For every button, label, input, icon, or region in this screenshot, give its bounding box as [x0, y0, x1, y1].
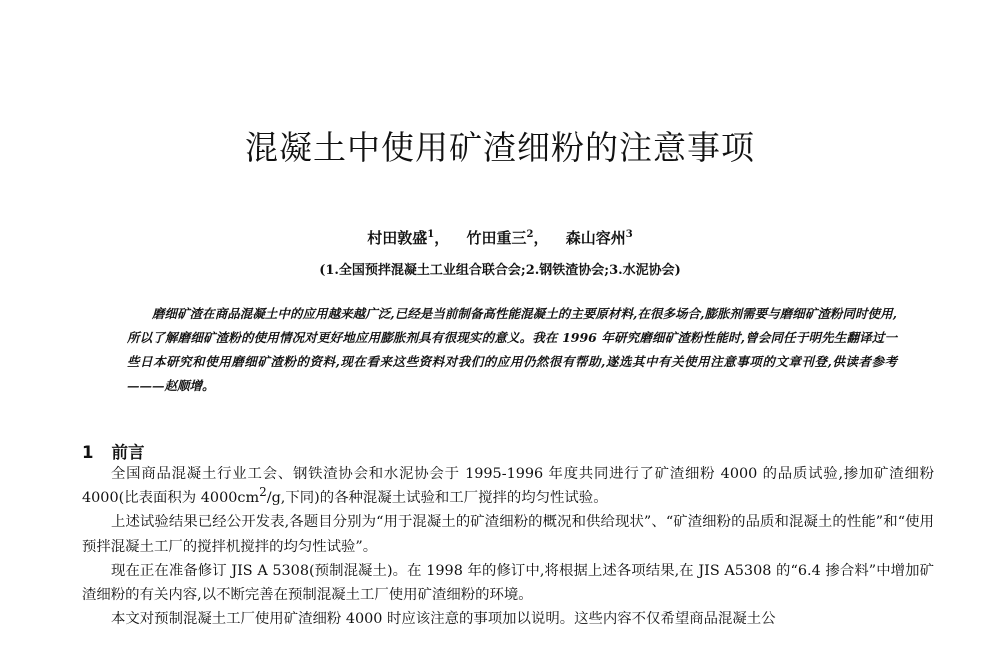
paragraph-text: 全国商品混凝土行业工会、钢铁渣协会和水泥协会于 1995-1996 年度共同进行了矿渣细粉 4000 的品质试验,掺加矿渣细粉 4000(比表面积为 4000cm — [82, 466, 934, 507]
paragraph: 现在正在准备修订 JIS A 5308(预制混凝土)。在 1998 年的修订中,将根据上述各项结果,在 JIS A5308 的“6.4 掺合料”中增加矿渣细粉的有关内容,以不断完善在预制混凝土工厂使用矿渣细粉的环境。 — [82, 562, 934, 604]
paper-title: 混凝土中使用矿渣细粉的注意事项 — [245, 128, 755, 167]
affiliation-mark: 2 — [526, 229, 534, 240]
author-list — [0, 227, 1000, 248]
author — [367, 229, 454, 247]
section-number: 1 — [82, 443, 94, 462]
author-separator: ， — [434, 229, 450, 247]
paragraph: 本文对预制混凝土工厂使用矿渣细粉 4000 时应该注意的事项加以说明。这些内容不仅希望商品混凝土公 — [111, 611, 776, 628]
author — [467, 229, 554, 247]
author-name: 森山容州 — [565, 229, 626, 247]
affiliation-mark: 1 — [427, 229, 435, 240]
affiliation-mark: 3 — [625, 229, 633, 240]
author-name: 村田敦盛 — [367, 229, 428, 247]
affiliations: (1.全国预拌混凝土工业组合联合会;2.钢铁渣协会;3.水泥协会) — [319, 263, 681, 278]
section-heading — [82, 439, 144, 463]
paragraph-text: /g,下同)的各种混凝土试验和工厂搅拌的均匀性试验。 — [266, 490, 608, 507]
author — [566, 229, 633, 247]
section-title: 前言 — [111, 443, 145, 462]
author-name: 竹田重三 — [466, 229, 527, 247]
body-text — [82, 462, 934, 631]
paragraph — [82, 462, 934, 510]
author-separator: ， — [533, 229, 549, 247]
editor-abstract: 磨细矿渣在商品混凝土中的应用越来越广泛,已经是当前制备高性能混凝土的主要原材料,在很多场合,膨胀剂需要与磨细矿渣粉同时使用,所以了解磨细矿渣粉的使用情况对更好地应用膨胀剂具有很现实的意义。我在 1996 年研究磨细矿渣粉性能时,曾会同任于明先生翻译过一些日本研究和使用磨细矿渣粉的资料,现在看来这些资料对我们的应用仍然很有帮助,遂选其中有关使用注意事项的文章刊登,供读者参考———赵顺增。 — [127, 306, 897, 393]
paragraph: 上述试验结果已经公开发表,各题目分别为“用于混凝土的矿渣细粉的概况和供给现状”、“矿渣细粉的品质和混凝土的性能”和“使用预拌混凝土工厂的搅拌机搅拌的均匀性试验”。 — [82, 514, 934, 555]
superscript: 2 — [259, 485, 267, 500]
